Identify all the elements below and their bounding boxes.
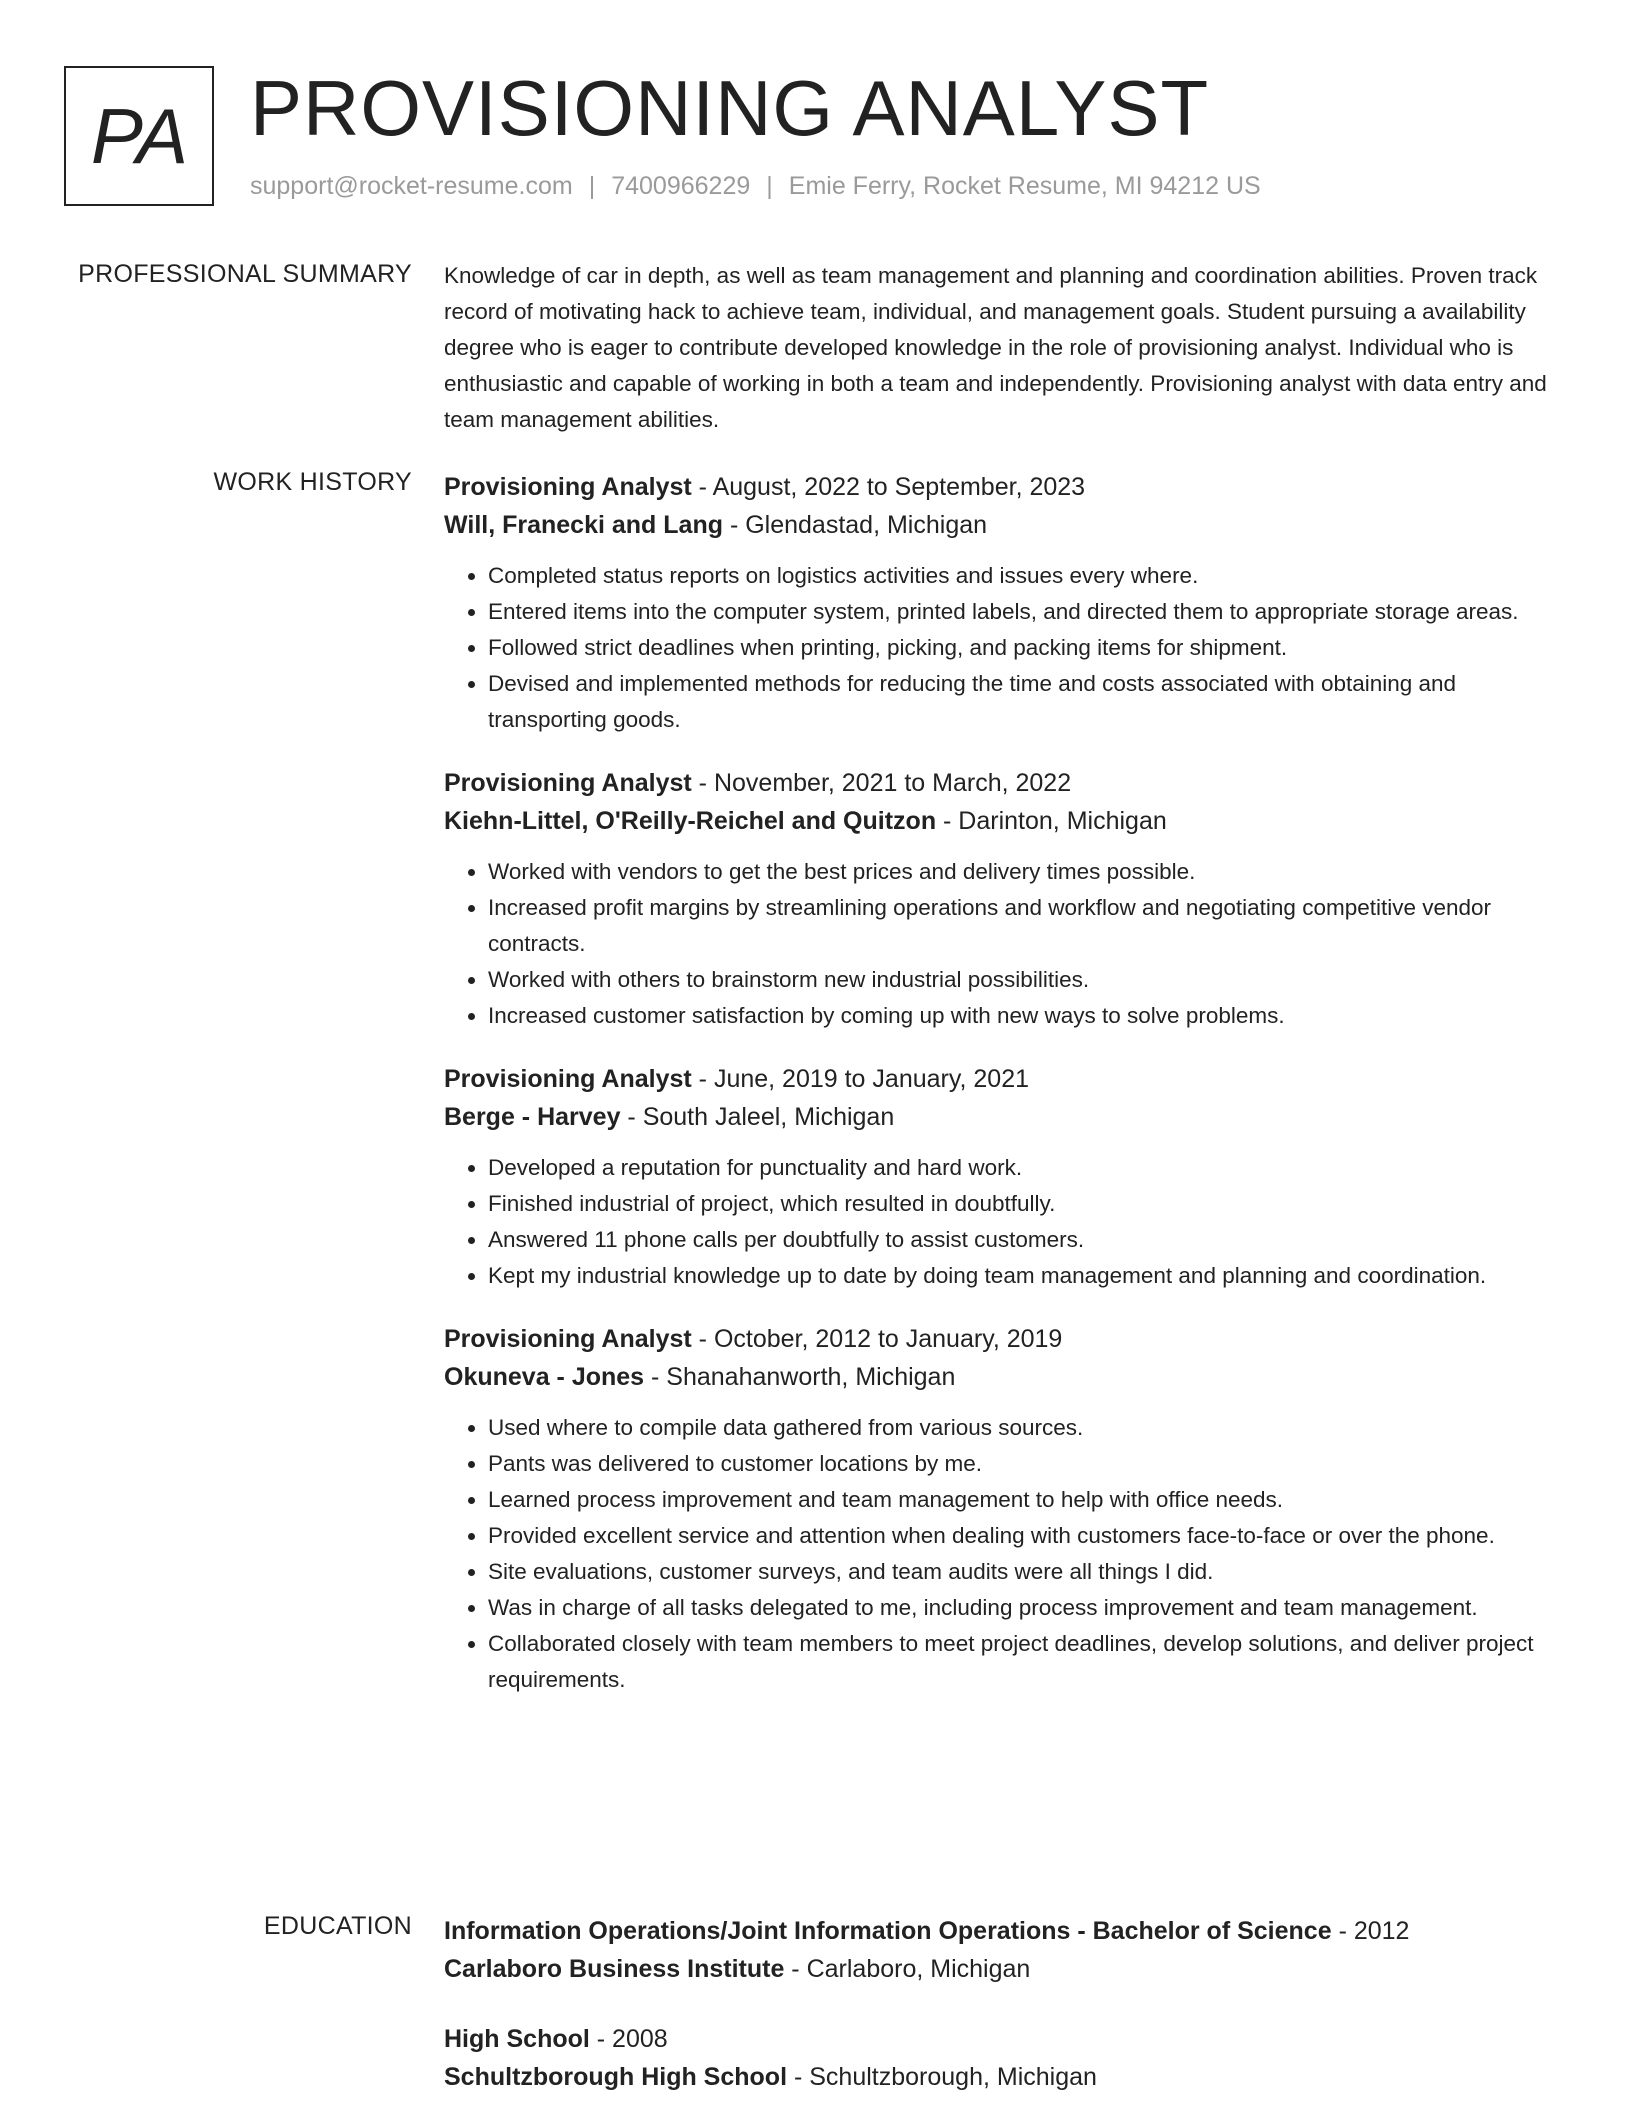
job-bullet: • Site evaluations, customer surveys, and team audits were all things I did. (488, 1554, 1564, 1590)
job-dates: - June, 2019 to January, 2021 (691, 1065, 1030, 1093)
section-label-summary: PROFESSIONAL SUMMARY (78, 260, 412, 288)
contact-email[interactable]: support@rocket-resume.com (250, 172, 573, 200)
education-degree-line (444, 1912, 1564, 1950)
job-company: Okuneva - Jones (444, 1363, 645, 1391)
job-title-line (444, 1320, 1564, 1358)
job-bullet-list (444, 558, 1564, 738)
job-title: Provisioning Analyst (444, 473, 692, 501)
job-bullet: • Developed a reputation for punctuality and hard work. (488, 1150, 1564, 1186)
job-bullet: • Pants was delivered to customer locations by me. (488, 1446, 1564, 1482)
education-school-line (444, 1950, 1564, 1988)
contact-separator: | (766, 172, 773, 200)
education-school: Carlaboro Business Institute (444, 1955, 785, 1983)
monogram-badge: PA (64, 66, 214, 206)
job-location: - South Jaleel, Michigan (620, 1103, 895, 1131)
education-degree: High School (444, 2025, 590, 2053)
resume-header (64, 64, 1564, 214)
job-title-line (444, 468, 1564, 506)
job-entry (444, 468, 1564, 738)
contact-address: Emie Ferry, Rocket Resume, MI 94212 US (788, 172, 1261, 200)
job-bullet: • Completed status reports on logistics activities and issues every where. (488, 558, 1564, 594)
education-school: Schultzborough High School (444, 2063, 788, 2091)
job-bullet: • Collaborated closely with team members to meet project deadlines, develop solutions, and deliver project requirements. (488, 1626, 1564, 1698)
section-label-work-history: WORK HISTORY (213, 468, 412, 496)
job-title: Provisioning Analyst (444, 1065, 692, 1093)
education-entry (444, 1912, 1564, 1988)
job-list (444, 468, 1564, 1724)
job-company-line (444, 802, 1564, 840)
section-label-education: EDUCATION (263, 1912, 412, 1940)
page-title: PROVISIONING ANALYST (250, 64, 1210, 152)
job-bullet: • Kept my industrial knowledge up to date by doing team management and planning and coordination. (488, 1258, 1564, 1294)
education-degree-line (444, 2020, 1564, 2058)
job-location: - Glendastad, Michigan (723, 511, 988, 539)
job-title: Provisioning Analyst (444, 1325, 692, 1353)
contact-phone[interactable]: 7400966229 (611, 172, 751, 200)
job-company-line (444, 1098, 1564, 1136)
job-title-line (444, 764, 1564, 802)
education-school-line (444, 2058, 1564, 2096)
job-company-line (444, 506, 1564, 544)
job-bullet: • Increased customer satisfaction by coming up with new ways to solve problems. (488, 998, 1564, 1034)
job-dates: - November, 2021 to March, 2022 (691, 769, 1072, 797)
job-bullet: • Finished industrial of project, which resulted in doubtfully. (488, 1186, 1564, 1222)
contact-separator: | (588, 172, 596, 200)
job-bullet: • Learned process improvement and team management to help with office needs. (488, 1482, 1564, 1518)
job-location: - Darinton, Michigan (936, 807, 1167, 835)
job-bullet: • Was in charge of all tasks delegated to me, including process improvement and team management. (488, 1590, 1564, 1626)
education-list (444, 1912, 1564, 2128)
education-year: - 2008 (589, 2025, 668, 2053)
job-entry (444, 764, 1564, 1034)
job-bullet: • Followed strict deadlines when printing, picking, and packing items for shipment. (488, 630, 1564, 666)
education-entry (444, 2020, 1564, 2096)
education-degree: Information Operations/Joint Information Operations - Bachelor of Science (444, 1917, 1332, 1945)
job-bullet: • Entered items into the computer system, printed labels, and directed them to appropriate storage areas. (488, 594, 1564, 630)
job-company: Will, Franecki and Lang (444, 511, 723, 539)
job-bullet-list (444, 1150, 1564, 1294)
job-bullet-list (444, 1410, 1564, 1698)
job-entry (444, 1060, 1564, 1294)
job-title-line (444, 1060, 1564, 1098)
education-year: - 2012 (1331, 1917, 1410, 1945)
job-bullet: • Worked with others to brainstorm new industrial possibilities. (488, 962, 1564, 998)
job-bullet: • Worked with vendors to get the best prices and delivery times possible. (488, 854, 1564, 890)
summary-text: Knowledge of car in depth, as well as team management and planning and coordination abilities. Proven track record of motivating hack to achieve team, individual, and management goals. Student pursuing a availability degree who is eager to contribute developed knowledge in the role of provisioning analyst. Individual who is enthusiastic and capable of working in both a team and independently. Provisioning analyst with data entry and team management abilities. (444, 263, 1547, 432)
job-dates: - October, 2012 to January, 2019 (691, 1325, 1063, 1353)
job-company: Kiehn-Littel, O'Reilly-Reichel and Quitzon (444, 807, 937, 835)
job-bullet: • Provided excellent service and attention when dealing with customers face-to-face or over the phone. (488, 1518, 1564, 1554)
job-company: Berge - Harvey (444, 1103, 621, 1131)
education-location: - Carlaboro, Michigan (784, 1955, 1031, 1983)
job-company-line (444, 1358, 1564, 1396)
job-location: - Shanahanworth, Michigan (644, 1363, 956, 1391)
job-bullet: • Used where to compile data gathered from various sources. (488, 1410, 1564, 1446)
job-bullet: • Increased profit margins by streamlining operations and workflow and negotiating competitive vendor contracts. (488, 890, 1564, 962)
job-bullet: • Answered 11 phone calls per doubtfully to assist customers. (488, 1222, 1564, 1258)
job-entry (444, 1320, 1564, 1698)
contact-line (250, 172, 1261, 201)
job-bullet: • Devised and implemented methods for reducing the time and costs associated with obtaining and transporting goods. (488, 666, 1564, 738)
education-location: - Schultzborough, Michigan (787, 2063, 1097, 2091)
job-dates: - August, 2022 to September, 2023 (691, 473, 1086, 501)
job-bullet-list (444, 854, 1564, 1034)
job-title: Provisioning Analyst (444, 769, 692, 797)
